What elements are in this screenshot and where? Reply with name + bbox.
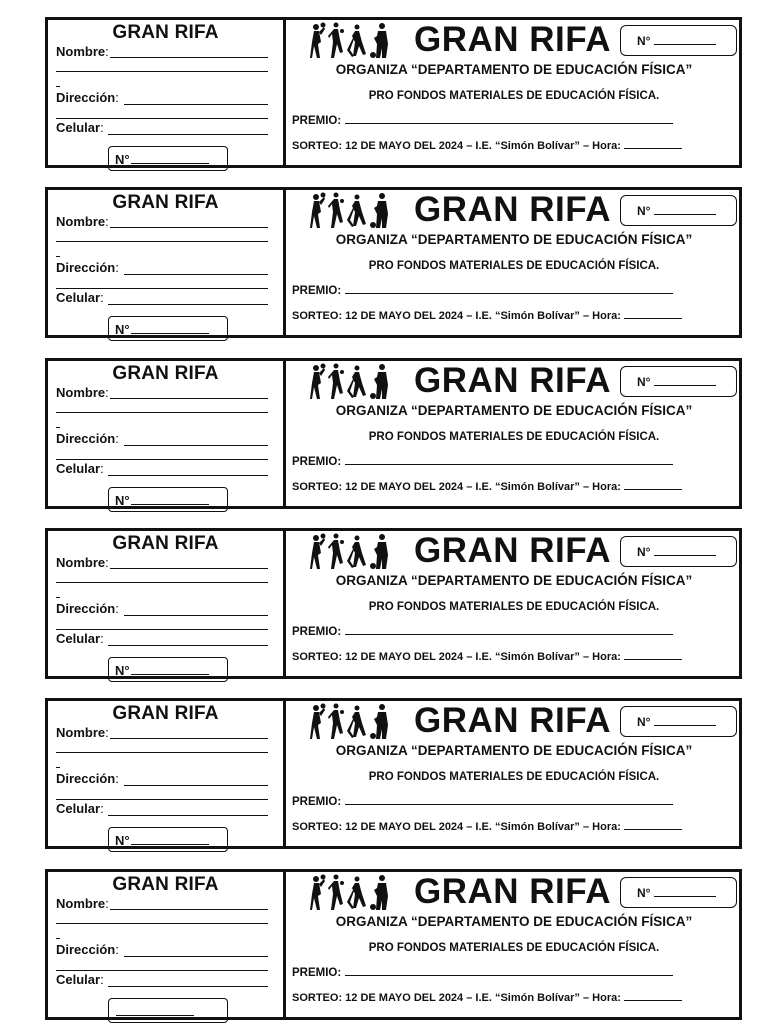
draw-info — [292, 992, 682, 1004]
ticket-number-label: N° — [637, 204, 651, 218]
stub-number-rule — [131, 504, 209, 505]
name-rule-2 — [56, 923, 268, 924]
organizer-text: ORGANIZA “DEPARTAMENTO DE EDUCACIÓN FÍSICA” — [335, 62, 693, 77]
phone-label: Celular — [56, 631, 101, 646]
ticket-main — [286, 872, 739, 1017]
stub-number-rule — [116, 1015, 194, 1016]
prize-label: PREMIO: — [292, 456, 342, 468]
hockey-player-icon — [347, 877, 366, 910]
address-field[interactable]: Dirección: — [56, 90, 119, 105]
name-label: Nombre — [56, 725, 106, 740]
stub-number-label: N° — [115, 833, 130, 848]
name-rule-1 — [110, 909, 268, 910]
draw-info — [292, 310, 682, 322]
basketball-player-icon — [328, 364, 344, 400]
name-rule-1 — [110, 398, 268, 399]
address-rule-2 — [56, 288, 268, 289]
ticket-stub — [48, 531, 286, 676]
prize-field[interactable] — [292, 626, 673, 638]
name-label: Nombre — [56, 44, 106, 59]
phone-rule — [108, 815, 268, 816]
ticket-title: GRAN RIFA — [414, 190, 611, 229]
purpose-text: PRO FONDOS MATERIALES DE EDUCACIÓN FÍSICA. — [368, 942, 660, 954]
volleyball-player-icon — [310, 534, 326, 570]
ticket-number-rule — [654, 896, 716, 897]
address-rule-1 — [124, 104, 268, 105]
phone-label: Celular — [56, 461, 101, 476]
prize-field[interactable] — [292, 456, 673, 468]
name-field[interactable]: Nombre: — [56, 44, 109, 59]
address-field[interactable]: Dirección: — [56, 942, 119, 957]
draw-text: SORTEO: 12 DE MAYO DEL 2024 – I.E. “Simón Bolívar” – Hora: — [292, 481, 621, 493]
phone-rule — [108, 645, 268, 646]
name-rule-1 — [110, 57, 268, 58]
name-field[interactable]: Nombre: — [56, 555, 109, 570]
prize-rule — [345, 123, 673, 124]
address-rule-1 — [124, 615, 268, 616]
draw-text: SORTEO: 12 DE MAYO DEL 2024 – I.E. “Simón Bolívar” – Hora: — [292, 651, 621, 663]
ticket-number-box[interactable] — [620, 195, 737, 226]
address-label: Dirección — [56, 601, 116, 616]
address-field[interactable]: Dirección: — [56, 601, 119, 616]
address-label: Dirección — [56, 90, 116, 105]
phone-field[interactable]: Celular: — [56, 631, 104, 646]
stub-number-box[interactable] — [108, 146, 228, 171]
volleyball-player-icon — [310, 364, 326, 400]
phone-label: Celular — [56, 972, 101, 987]
address-rule-2 — [56, 118, 268, 119]
name-rule-2 — [56, 412, 268, 413]
ticket-title: GRAN RIFA — [414, 701, 611, 740]
phone-label: Celular — [56, 801, 101, 816]
ticket-stub — [48, 872, 286, 1017]
name-field[interactable]: Nombre: — [56, 725, 109, 740]
hockey-player-icon — [347, 536, 366, 569]
prize-field[interactable] — [292, 115, 673, 127]
hockey-player-icon — [347, 25, 366, 58]
stub-number-box[interactable] — [108, 827, 228, 852]
phone-rule — [108, 475, 268, 476]
ticket-number-rule — [654, 725, 716, 726]
hockey-player-icon — [347, 366, 366, 399]
raffle-ticket — [45, 17, 742, 168]
sports-icons — [310, 874, 392, 912]
stub-number-rule — [131, 333, 209, 334]
raffle-ticket — [45, 869, 742, 1020]
organizer-text: ORGANIZA “DEPARTAMENTO DE EDUCACIÓN FÍSICA” — [335, 573, 693, 588]
ticket-main — [286, 20, 739, 165]
basketball-player-icon — [328, 23, 344, 59]
purpose-text: PRO FONDOS MATERIALES DE EDUCACIÓN FÍSICA. — [368, 90, 660, 102]
sports-icons — [310, 703, 392, 741]
address-label: Dirección — [56, 942, 116, 957]
basketball-player-icon — [328, 704, 344, 740]
draw-time-rule[interactable] — [624, 318, 682, 319]
name-rule-3 — [56, 938, 60, 939]
raffle-ticket — [45, 358, 742, 509]
address-field[interactable]: Dirección: — [56, 771, 119, 786]
address-field[interactable]: Dirección: — [56, 260, 119, 275]
phone-field[interactable]: Celular: — [56, 120, 104, 135]
name-rule-3 — [56, 256, 60, 257]
prize-label: PREMIO: — [292, 285, 342, 297]
name-label: Nombre — [56, 555, 106, 570]
volleyball-player-icon — [310, 704, 326, 740]
basketball-player-icon — [328, 534, 344, 570]
organizer-text: ORGANIZA “DEPARTAMENTO DE EDUCACIÓN FÍSICA” — [335, 403, 693, 418]
stub-number-box[interactable] — [108, 316, 228, 341]
name-rule-3 — [56, 86, 60, 87]
name-rule-2 — [56, 582, 268, 583]
name-rule-1 — [110, 227, 268, 228]
stub-title: GRAN RIFA — [112, 533, 219, 554]
phone-field[interactable]: Celular: — [56, 801, 104, 816]
purpose-text: PRO FONDOS MATERIALES DE EDUCACIÓN FÍSICA. — [368, 260, 660, 272]
phone-label: Celular — [56, 290, 101, 305]
ticket-number-rule — [654, 44, 716, 45]
volleyball-player-icon — [310, 875, 326, 911]
name-rule-1 — [110, 568, 268, 569]
ticket-number-box[interactable] — [620, 366, 737, 397]
ticket-main — [286, 531, 739, 676]
draw-time-rule[interactable] — [624, 489, 682, 490]
name-label: Nombre — [56, 214, 106, 229]
address-rule-1 — [124, 956, 268, 957]
soccer-player-icon — [370, 534, 388, 569]
address-label: Dirección — [56, 431, 116, 446]
phone-rule — [108, 986, 268, 987]
draw-info — [292, 821, 682, 833]
address-rule-2 — [56, 459, 268, 460]
draw-time-rule[interactable] — [624, 1000, 682, 1001]
soccer-player-icon — [370, 364, 388, 399]
stub-number-label: N° — [115, 663, 130, 678]
name-rule-1 — [110, 738, 268, 739]
soccer-player-icon — [370, 193, 388, 228]
prize-rule — [345, 293, 673, 294]
ticket-title: GRAN RIFA — [414, 531, 611, 570]
prize-label: PREMIO: — [292, 796, 342, 808]
prize-field[interactable] — [292, 796, 673, 808]
ticket-title: GRAN RIFA — [414, 361, 611, 400]
prize-rule — [345, 804, 673, 805]
stub-number-box[interactable] — [108, 657, 228, 682]
address-rule-1 — [124, 445, 268, 446]
name-rule-2 — [56, 71, 268, 72]
ticket-number-box[interactable] — [620, 536, 737, 567]
name-rule-2 — [56, 241, 268, 242]
stub-number-rule — [131, 674, 209, 675]
draw-text: SORTEO: 12 DE MAYO DEL 2024 – I.E. “Simón Bolívar” – Hora: — [292, 821, 621, 833]
prize-label: PREMIO: — [292, 626, 342, 638]
name-rule-3 — [56, 767, 60, 768]
address-rule-2 — [56, 970, 268, 971]
soccer-player-icon — [370, 23, 388, 58]
name-label: Nombre — [56, 385, 106, 400]
name-field[interactable]: Nombre: — [56, 896, 109, 911]
ticket-number-box[interactable] — [620, 25, 737, 56]
name-label: Nombre — [56, 896, 106, 911]
ticket-stub — [48, 701, 286, 846]
ticket-stub — [48, 361, 286, 506]
prize-field[interactable] — [292, 285, 673, 297]
volleyball-player-icon — [310, 23, 326, 59]
ticket-number-box[interactable] — [620, 877, 737, 908]
draw-text: SORTEO: 12 DE MAYO DEL 2024 – I.E. “Simón Bolívar” – Hora: — [292, 992, 621, 1004]
name-rule-3 — [56, 597, 60, 598]
ticket-stub — [48, 20, 286, 165]
sports-icons — [310, 363, 392, 401]
stub-title: GRAN RIFA — [112, 363, 219, 384]
address-rule-1 — [124, 785, 268, 786]
ticket-number-label: N° — [637, 715, 651, 729]
purpose-text: PRO FONDOS MATERIALES DE EDUCACIÓN FÍSICA. — [368, 431, 660, 443]
prize-rule — [345, 634, 673, 635]
organizer-text: ORGANIZA “DEPARTAMENTO DE EDUCACIÓN FÍSICA” — [335, 914, 693, 929]
ticket-number-label: N° — [637, 545, 651, 559]
name-field[interactable]: Nombre: — [56, 214, 109, 229]
raffle-ticket — [45, 698, 742, 849]
basketball-player-icon — [328, 193, 344, 229]
stub-number-box[interactable] — [108, 998, 228, 1023]
ticket-number-rule — [654, 385, 716, 386]
ticket-title: GRAN RIFA — [414, 872, 611, 911]
draw-time-rule[interactable] — [624, 829, 682, 830]
address-rule-2 — [56, 799, 268, 800]
name-rule-3 — [56, 427, 60, 428]
prize-label: PREMIO: — [292, 115, 342, 127]
address-label: Dirección — [56, 260, 116, 275]
raffle-ticket — [45, 187, 742, 338]
draw-text: SORTEO: 12 DE MAYO DEL 2024 – I.E. “Simón Bolívar” – Hora: — [292, 310, 621, 322]
stub-number-rule — [131, 163, 209, 164]
ticket-number-label: N° — [637, 34, 651, 48]
purpose-text: PRO FONDOS MATERIALES DE EDUCACIÓN FÍSICA. — [368, 601, 660, 613]
stub-number-label: N° — [115, 322, 130, 337]
prize-label: PREMIO: — [292, 967, 342, 979]
soccer-player-icon — [370, 704, 388, 739]
ticket-number-label: N° — [637, 886, 651, 900]
basketball-player-icon — [328, 875, 344, 911]
sports-icons — [310, 22, 392, 60]
phone-rule — [108, 304, 268, 305]
stub-title: GRAN RIFA — [112, 703, 219, 724]
hockey-player-icon — [347, 195, 366, 228]
ticket-main — [286, 361, 739, 506]
ticket-main — [286, 701, 739, 846]
ticket-main — [286, 190, 739, 335]
ticket-number-rule — [654, 214, 716, 215]
sports-icons — [310, 192, 392, 230]
draw-info — [292, 481, 682, 493]
prize-field[interactable] — [292, 967, 673, 979]
name-rule-2 — [56, 752, 268, 753]
draw-time-rule[interactable] — [624, 659, 682, 660]
stub-title: GRAN RIFA — [112, 192, 219, 213]
prize-rule — [345, 975, 673, 976]
name-field[interactable]: Nombre: — [56, 385, 109, 400]
organizer-text: ORGANIZA “DEPARTAMENTO DE EDUCACIÓN FÍSICA” — [335, 232, 693, 247]
ticket-number-box[interactable] — [620, 706, 737, 737]
phone-label: Celular — [56, 120, 101, 135]
draw-info — [292, 651, 682, 663]
ticket-stub — [48, 190, 286, 335]
volleyball-player-icon — [310, 193, 326, 229]
phone-field[interactable]: Celular: — [56, 290, 104, 305]
draw-time-rule[interactable] — [624, 148, 682, 149]
organizer-text: ORGANIZA “DEPARTAMENTO DE EDUCACIÓN FÍSICA” — [335, 743, 693, 758]
address-label: Dirección — [56, 771, 116, 786]
phone-field[interactable]: Celular: — [56, 461, 104, 476]
address-field[interactable]: Dirección: — [56, 431, 119, 446]
ticket-number-rule — [654, 555, 716, 556]
draw-text: SORTEO: 12 DE MAYO DEL 2024 – I.E. “Simón Bolívar” – Hora: — [292, 140, 621, 152]
prize-rule — [345, 464, 673, 465]
address-rule-1 — [124, 274, 268, 275]
raffle-ticket — [45, 528, 742, 679]
stub-number-label: N° — [115, 493, 130, 508]
sports-icons — [310, 533, 392, 571]
hockey-player-icon — [347, 706, 366, 739]
phone-field[interactable]: Celular: — [56, 972, 104, 987]
phone-rule — [108, 134, 268, 135]
stub-number-box[interactable] — [108, 487, 228, 512]
ticket-title: GRAN RIFA — [414, 20, 611, 59]
purpose-text: PRO FONDOS MATERIALES DE EDUCACIÓN FÍSICA. — [368, 771, 660, 783]
stub-title: GRAN RIFA — [112, 22, 219, 43]
draw-info — [292, 140, 682, 152]
address-rule-2 — [56, 629, 268, 630]
stub-number-rule — [131, 844, 209, 845]
stub-number-label: N° — [115, 152, 130, 167]
stub-title: GRAN RIFA — [112, 874, 219, 895]
soccer-player-icon — [370, 875, 388, 910]
ticket-number-label: N° — [637, 375, 651, 389]
